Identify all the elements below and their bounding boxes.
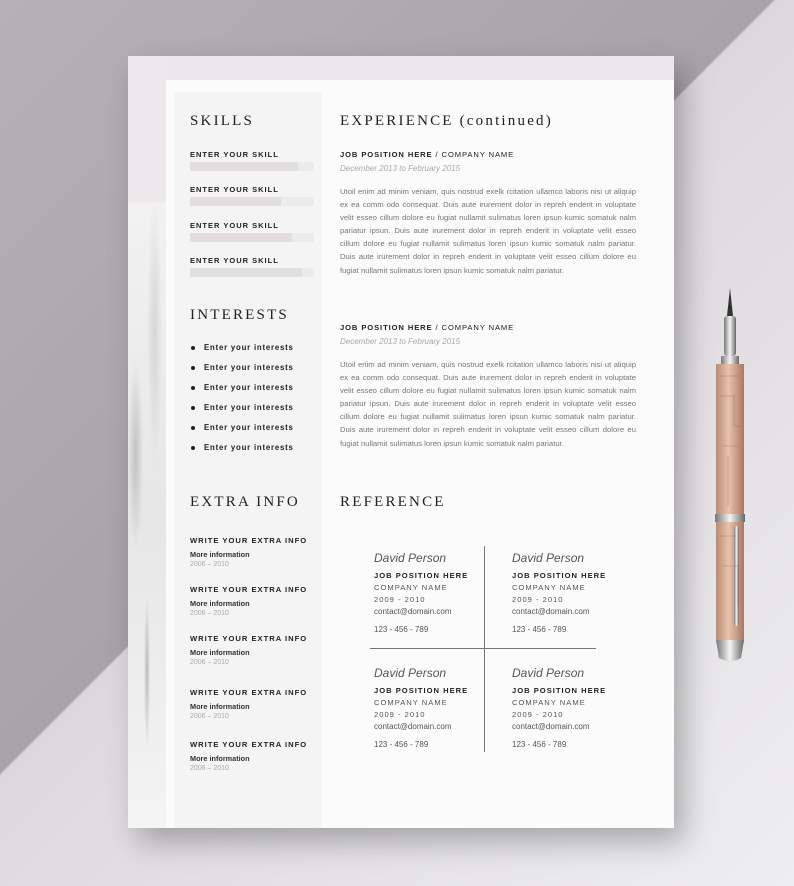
reference-phone: 123 - 456 - 789 — [512, 625, 567, 634]
pen-cap — [716, 522, 744, 640]
reference-position: JOB POSITION HERE — [374, 571, 469, 580]
extra-info-title: WRITE YOUR EXTRA INFO — [190, 585, 308, 594]
reference-divider-horizontal — [370, 648, 596, 649]
interests-heading: INTERESTS — [190, 307, 289, 323]
reference-years: 2009 - 2010 — [374, 595, 426, 604]
pen-band — [715, 514, 745, 522]
interest-item: Enter your interests — [204, 383, 294, 392]
extra-info-title: WRITE YOUR EXTRA INFO — [190, 740, 308, 749]
marble-texture — [128, 206, 166, 828]
interest-item: Enter your interests — [204, 423, 294, 432]
job-position — [340, 323, 514, 332]
skill-bar-fill — [190, 233, 292, 242]
skill-bar-fill — [190, 268, 302, 277]
extra-info-more: More information — [190, 648, 250, 657]
bullet-dot-icon — [191, 366, 195, 370]
skill-bar-fill — [190, 162, 298, 171]
reference-email[interactable]: contact@domain.com — [374, 607, 452, 616]
job-dates: December 2013 to February 2015 — [340, 164, 461, 173]
reference-company: COMPANY NAME — [512, 698, 586, 707]
bullet-dot-icon — [191, 386, 195, 390]
reference-position: JOB POSITION HERE — [512, 571, 607, 580]
job-title: JOB POSITION HERE — [340, 323, 433, 332]
pen-grip — [724, 316, 736, 356]
reference-position: JOB POSITION HERE — [374, 686, 469, 695]
skill-label: ENTER YOUR SKILL — [190, 185, 279, 194]
reference-email[interactable]: contact@domain.com — [512, 722, 590, 731]
reference-name: David Person — [374, 551, 447, 565]
extra-info-more: More information — [190, 550, 250, 559]
pen-nib — [727, 288, 733, 316]
reference-years: 2009 - 2010 — [512, 595, 564, 604]
reference-name: David Person — [512, 666, 585, 680]
reference-phone: 123 - 456 - 789 — [374, 625, 429, 634]
job-dates: December 2013 to February 2015 — [340, 337, 461, 346]
interest-item: Enter your interests — [204, 343, 294, 352]
extra-info-years: 2006 – 2010 — [190, 561, 229, 568]
reference-years: 2009 - 2010 — [374, 710, 426, 719]
extra-info-years: 2006 – 2010 — [190, 610, 229, 617]
extra-info-title: WRITE YOUR EXTRA INFO — [190, 688, 308, 697]
fountain-pen-image — [708, 286, 752, 666]
reference-company: COMPANY NAME — [512, 583, 586, 592]
interest-item: Enter your interests — [204, 403, 294, 412]
pen-barrel — [716, 364, 744, 514]
job-title: JOB POSITION HERE — [340, 150, 433, 159]
reference-name: David Person — [374, 666, 447, 680]
reference-email[interactable]: contact@domain.com — [374, 722, 452, 731]
reference-position: JOB POSITION HERE — [512, 686, 607, 695]
reference-phone: 123 - 456 - 789 — [374, 740, 429, 749]
reference-email[interactable]: contact@domain.com — [512, 607, 590, 616]
bullet-dot-icon — [191, 446, 195, 450]
extra-info-title: WRITE YOUR EXTRA INFO — [190, 634, 308, 643]
skill-bar — [190, 268, 314, 277]
skill-bar-fill — [190, 197, 281, 206]
job-description: Utoil enim ad minim veniam, quis nostrud exelk rcitation ullamco laboris nisi ut aliquip ex ea comm odo consequat. Duis aute irurement dolor in repreh enderit in voluptate velit esseo cillum dolore eu fugiat nullamit sulimatus loren ipsun kumic somatuk nalm pariatur ipsun. Duis aute irurement dolor in repreh enderit in voluptate velit esseo cillum dolore eu fugiat nullamit sulimatus loren ipsun kumic somatuk nalm pariatur. Duis aute irurement dolor in repreh enderit in voluptate velit esseo cillum dolore eu fugiat nullamit sulimatus loren ipsun kumic somatuk nalm pariatur. — [340, 187, 636, 275]
skill-label: ENTER YOUR SKILL — [190, 256, 279, 265]
reference-phone: 123 - 456 - 789 — [512, 740, 567, 749]
skill-bar — [190, 233, 314, 242]
extra-info-more: More information — [190, 754, 250, 763]
company-name: / COMPANY NAME — [432, 323, 515, 332]
bullet-dot-icon — [191, 346, 195, 350]
pen-ring — [721, 356, 739, 364]
extra-info-more: More information — [190, 599, 250, 608]
job-description: Utoil enim ad minim veniam, quis nostrud exelk rcitation ullamco laboris nisi ut aliquip ex ea comm odo consequat. Duis aute irurement dolor in repreh enderit in voluptate velit esseo cillum dolore eu fugiat nullamit sulimatus loren ipsun kumic somatuk nalm pariatur ipsun. Duis aute irurement dolor in repreh enderit in voluptate velit esseo cillum dolore eu fugiat nullamit sulimatus loren ipsun kumic somatuk nalm pariatur. Duis aute irurement dolor in repreh enderit in voluptate velit esseo cillum dolore eu fugiat nullamit sulimatus loren ipsun kumic somatuk nalm pariatur. — [340, 360, 636, 448]
interest-item: Enter your interests — [204, 443, 294, 452]
extra-info-title: WRITE YOUR EXTRA INFO — [190, 536, 308, 545]
resume-page — [128, 56, 674, 828]
extra-info-years: 2006 – 2010 — [190, 713, 229, 720]
extra-info-years: 2006 – 2010 — [190, 659, 229, 666]
reference-divider-vertical — [484, 546, 485, 752]
company-name: / COMPANY NAME — [432, 150, 515, 159]
reference-company: COMPANY NAME — [374, 698, 448, 707]
interest-item: Enter your interests — [204, 363, 294, 372]
top-band — [128, 56, 674, 80]
experience-heading: EXPERIENCE (continued) — [340, 113, 553, 129]
extra-info-more: More information — [190, 702, 250, 711]
extra-info-heading: EXTRA INFO — [190, 494, 300, 510]
reference-years: 2009 - 2010 — [512, 710, 564, 719]
extra-info-years: 2006 – 2010 — [190, 765, 229, 772]
job-position — [340, 150, 514, 159]
skill-label: ENTER YOUR SKILL — [190, 150, 279, 159]
bullet-dot-icon — [191, 426, 195, 430]
bullet-dot-icon — [191, 406, 195, 410]
skill-bar — [190, 197, 314, 206]
reference-company: COMPANY NAME — [374, 583, 448, 592]
skill-label: ENTER YOUR SKILL — [190, 221, 279, 230]
reference-heading: REFERENCE — [340, 494, 446, 510]
skill-bar — [190, 162, 314, 171]
pen-end — [716, 640, 744, 661]
reference-name: David Person — [512, 551, 585, 565]
skills-heading: SKILLS — [190, 113, 255, 129]
